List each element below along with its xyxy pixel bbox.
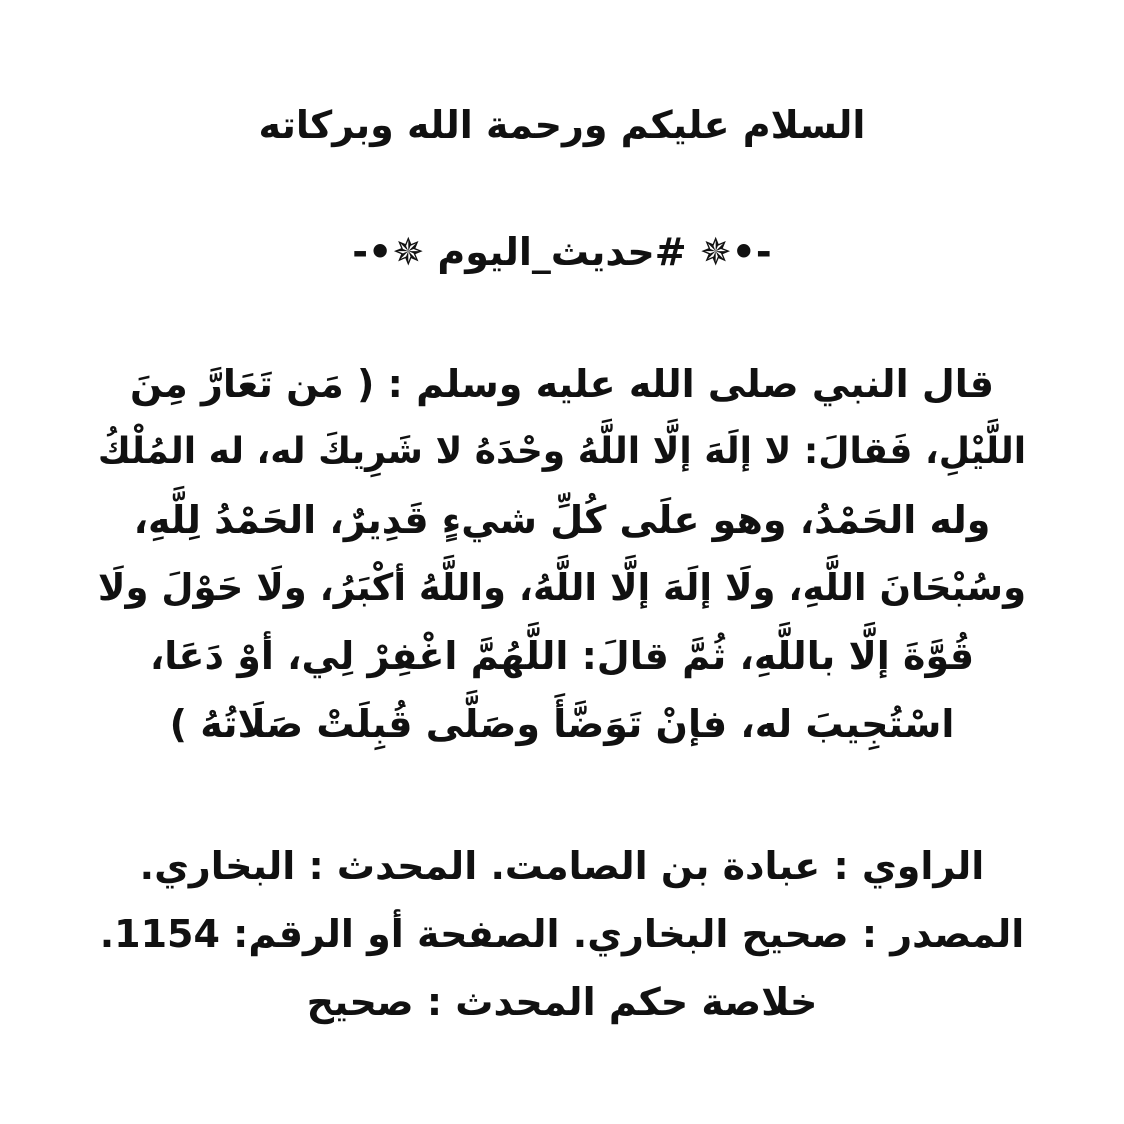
hashtag-heading: -•✵ #حديث_اليوم ✵•- <box>352 230 772 274</box>
hadith-line: وسُبْحَانَ اللَّهِ، ولَا إلَهَ إلَّا اللَّهُ، واللَّهُ أكْبَرُ، ولَا حَوْلَ ولَا <box>97 566 1027 609</box>
reference-line: المصدر : صحيح البخاري. الصفحة أو الرقم: 1154. <box>99 912 1025 956</box>
hadith-text <box>90 350 1034 758</box>
hadith-line: اللَّيْلِ، فَقالَ: لا إلَهَ إلَّا اللَّهُ وحْدَهُ لا شَرِيكَ له، له المُلْكُ <box>97 431 1027 472</box>
hadith-line: قُوَّةَ إلَّا باللَّهِ، ثُمَّ قالَ: اللَّهُمَّ اغْفِرْ لِي، أوْ دَعَا، <box>149 634 975 678</box>
grading-line: خلاصة حكم المحدث : صحيح <box>306 980 818 1024</box>
hadith-line: قال النبي صلى الله عليه وسلم : ( مَن تَعَارَّ مِنَ <box>130 362 994 406</box>
hadith-source <box>60 832 1064 1036</box>
greeting-text: السلام عليكم ورحمة الله وبركاته <box>258 103 866 147</box>
hadith-line: وله الحَمْدُ، وهو علَى كُلِّ شيءٍ قَدِيرٌ، الحَمْدُ لِلَّهِ، <box>133 498 991 542</box>
narrator-line: الراوي : عبادة بن الصامت. المحدث : البخاري. <box>139 844 985 888</box>
hadith-line: اسْتُجِيبَ له، فإنْ تَوَضَّأَ وصَلَّى قُبِلَتْ صَلَاتُهُ ) <box>169 702 955 746</box>
